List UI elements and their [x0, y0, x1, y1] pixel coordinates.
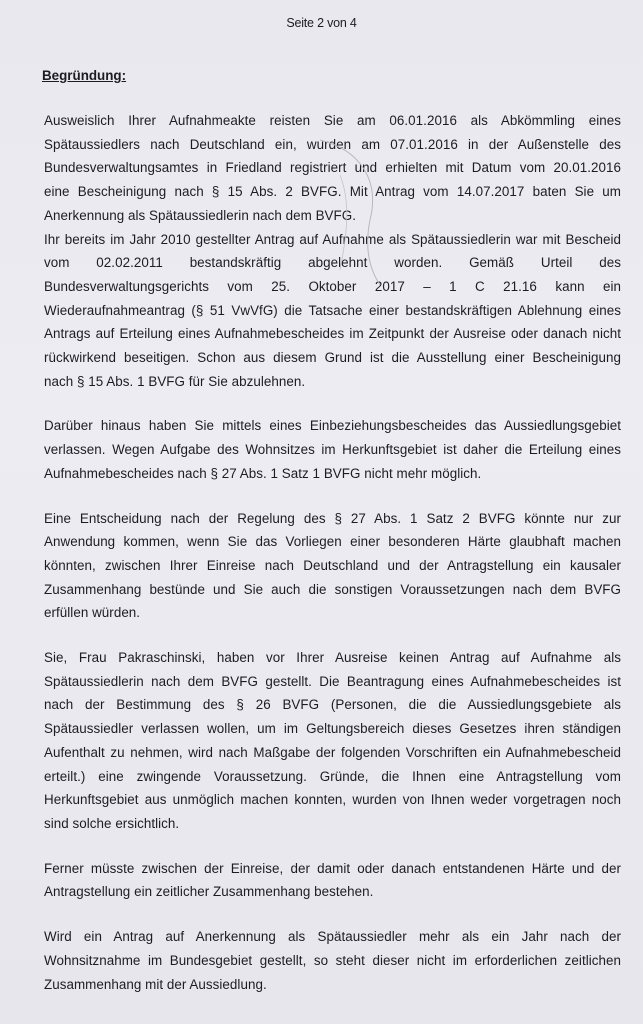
text-line: Ferner müsste zwischen der Einreise, der damit oder danach entstandenen Härte und der: [44, 860, 621, 876]
section-heading: Begründung:: [42, 68, 127, 83]
text-line: Bundesverwaltungsgerichts vom 25. Oktober 2017 – 1 C 21.16 kann ein: [44, 278, 621, 294]
text-line: Bundesverwaltungsamtes in Friedland registriert und erhielten mit Datum vom 20.01.2016: [44, 160, 621, 176]
text-line: Sie, Frau Pakraschinski, haben vor Ihrer Ausreise keinen Antrag auf Aufnahme als: [44, 650, 621, 666]
paragraph: [44, 857, 621, 904]
paragraph: [44, 507, 621, 626]
text-line: Ausweislich Ihrer Aufnahmeakte reisten Sie am 06.01.2016 als Abkömmling eines: [44, 113, 621, 128]
text-line: nach der Bestimmung des § 26 BVFG (Personen, die die Aussiedlungsgebiete als: [44, 697, 621, 713]
text-line: Wohnsitznahme im Bundesgebiet gestellt, so steht dieser nicht im erforderlichen zeitlichen: [44, 952, 621, 968]
text-line: Eine Entscheidung nach der Regelung des § 27 Abs. 1 Satz 2 BVFG könnte nur zur: [44, 510, 621, 526]
text-line: Anwendung kommen, wenn Sie das Vorliegen einer besonderen Härte glaubhaft machen: [44, 534, 621, 550]
body-text: [42, 109, 621, 996]
page-number: Seite 2 von 4: [286, 16, 357, 30]
text-line: erteilt.) eine zwingende Voraussetzung. Gründe, die Ihnen eine Antragstellung vom: [44, 768, 621, 784]
text-line: Wird ein Antrag auf Anerkennung als Spätaussiedler mehr als ein Jahr nach der: [44, 929, 621, 945]
text-line: Antrags auf Erteilung eines Aufnahmebescheides im Zeitpunkt der Ausreise oder danach nicht: [44, 326, 621, 342]
text-line: Aufenthalt zu nehmen, wird nach Maßgabe der folgenden Vorschriften ein Aufnahmebescheid: [44, 744, 621, 760]
paragraph: [44, 925, 621, 996]
text-line: Herkunftsgebiet aus unmöglich machen konnten, wurden von Ihnen weder vorgetragen noch: [44, 792, 621, 808]
text-line: Antragstellung ein zeitlicher Zusammenhang bestehen.: [44, 884, 374, 900]
text-line: Aufnahmebescheides nach § 27 Abs. 1 Satz 1 BVFG nicht mehr möglich.: [44, 465, 482, 481]
paragraph: [44, 646, 621, 836]
text-line: Spätaussiedlers nach Deutschland ein, wurden am 07.01.2016 in der Außenstelle des: [44, 136, 621, 152]
text-line: Spätaussiedler verlassen wollen, um im Geltungsbereich dieses Gesetzes ihren ständigen: [44, 721, 621, 737]
text-line: nach § 15 Abs. 1 BVFG für Sie abzulehnen.: [44, 373, 306, 389]
paragraph: [44, 414, 621, 485]
text-line: Zusammenhang bestünde und Sie auch die sonstigen Voraussetzungen nach dem BVFG: [44, 581, 621, 597]
text-line: Wiederaufnahmeantrag (§ 51 VwVfG) die Tatsache einer bestandskräftigen Ablehnung eines: [44, 302, 621, 318]
text-line: vom 02.02.2011 bestandskräftig abgelehnt worden. Gemäß Urteil des: [44, 255, 621, 271]
text-line: Anerkennung als Spätaussiedlerin nach dem BVFG.: [44, 207, 357, 223]
text-line: Darüber hinaus haben Sie mittels eines Einbeziehungsbescheides das Aussiedlungsgebiet: [44, 418, 621, 434]
text-line: erfüllen würden.: [44, 605, 141, 621]
paragraph: [44, 109, 621, 393]
text-line: verlassen. Wegen Aufgabe des Wohnsitzes im Herkunftsgebiet ist daher die Erteilung eines: [44, 442, 621, 458]
text-line: Spätaussiedlerin nach dem BVFG gestellt. Die Beantragung eines Aufnahmebescheides ist: [44, 673, 621, 689]
text-line: Ihr bereits im Jahr 2010 gestellter Antrag auf Aufnahme als Spätaussiedlerin war mit Bescheid: [44, 231, 621, 247]
text-line: könnten, zwischen Ihrer Einreise nach Deutschland und der Antragstellung ein kausaler: [44, 557, 621, 573]
text-line: sind solche ersichtlich.: [44, 815, 180, 831]
text-line: rückwirkend beseitigen. Schon aus diesem Grund ist die Ausstellung einer Bescheinigung: [44, 350, 621, 366]
text-line: Zusammenhang mit der Aussiedlung.: [44, 976, 267, 992]
text-line: eine Bescheinigung nach § 15 Abs. 2 BVFG. Mit Antrag vom 14.07.2017 baten Sie um: [44, 184, 621, 200]
